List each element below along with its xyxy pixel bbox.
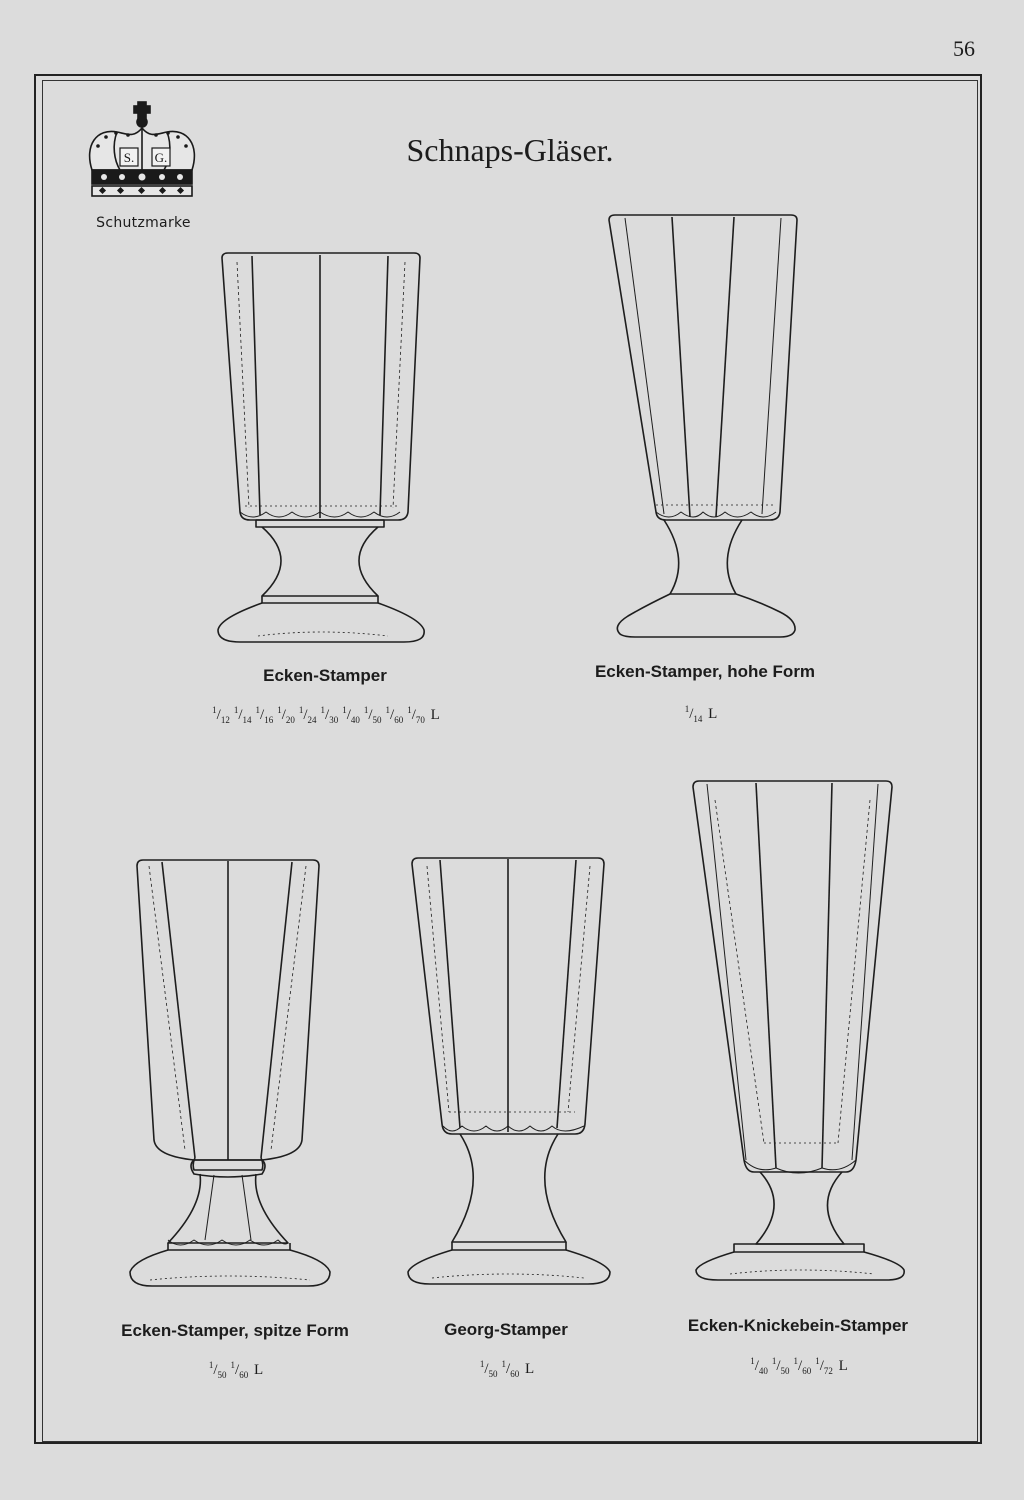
size-unit: L (521, 1361, 535, 1377)
size-fraction: $^1/_{16}$ (255, 705, 274, 725)
glass-sizes-georg-stamper (446, 1359, 566, 1379)
logo-monogram-left: S. (123, 150, 135, 165)
page-number: 56 (953, 36, 975, 61)
glass-illustration-ecken-stamper-hohe-form (609, 215, 797, 637)
size-unit: L (834, 1358, 848, 1374)
size-list (748, 1358, 835, 1374)
glass-sizes-ecken-knickebein-stamper (706, 1356, 890, 1376)
logo-caption: Schutzmarke (96, 215, 191, 231)
size-fraction: $^1/_{12}$ (212, 705, 230, 725)
size-fraction: $^1/_{40}$ (342, 705, 360, 725)
size-fraction: $^1/_{50}$ (771, 1356, 790, 1376)
size-fraction: $^1/_{50}$ (363, 705, 382, 725)
size-list (478, 1361, 521, 1377)
glass-illustration-georg-stamper (408, 858, 610, 1284)
size-fraction: $^1/_{24}$ (298, 705, 317, 725)
size-fraction: $^1/_{50}$ (208, 1360, 227, 1380)
glass-illustration-ecken-knickebein-stamper (693, 781, 904, 1280)
page-title: Schnaps-Gläser. (406, 132, 614, 168)
glass-name-ecken-knickebein-stamper: Ecken-Knickebein-Stamper (687, 1316, 909, 1335)
size-fraction: $^1/_{60}$ (501, 1359, 520, 1379)
size-list (683, 706, 705, 722)
size-fraction: $^1/_{30}$ (320, 705, 339, 725)
logo-monogram-right: G. (154, 150, 168, 165)
size-fraction: $^1/_{40}$ (750, 1356, 768, 1376)
glass-name-georg-stamper: Georg-Stamper (444, 1320, 568, 1339)
size-unit: L (426, 707, 440, 723)
size-fraction: $^1/_{60}$ (793, 1356, 812, 1376)
glass-sizes-ecken-stamper-spitze-form (170, 1360, 300, 1380)
size-fraction: $^1/_{14}$ (684, 704, 703, 724)
size-fraction: $^1/_{60}$ (230, 1360, 249, 1380)
glass-sizes-ecken-stamper (150, 705, 500, 725)
glass-name-ecken-stamper-spitze-form: Ecken-Stamper, spitze Form (121, 1321, 349, 1340)
size-fraction: $^1/_{14}$ (233, 705, 252, 725)
size-unit: L (704, 706, 718, 722)
size-fraction: $^1/_{70}$ (407, 705, 425, 725)
size-fraction: $^1/_{60}$ (385, 705, 404, 725)
glass-sizes-ecken-stamper-hohe-form (640, 704, 760, 724)
glass-illustration-ecken-stamper-spitze-form (130, 860, 330, 1286)
glass-illustration-ecken-stamper (218, 253, 424, 642)
size-fraction: $^1/_{50}$ (479, 1359, 498, 1379)
size-unit: L (250, 1362, 264, 1378)
size-list (210, 707, 427, 723)
size-list (207, 1362, 250, 1378)
glass-name-ecken-stamper: Ecken-Stamper (263, 666, 387, 685)
size-fraction: $^1/_{20}$ (277, 705, 295, 725)
size-fraction: $^1/_{72}$ (815, 1356, 833, 1376)
glass-name-ecken-stamper-hohe-form: Ecken-Stamper, hohe Form (594, 662, 816, 681)
